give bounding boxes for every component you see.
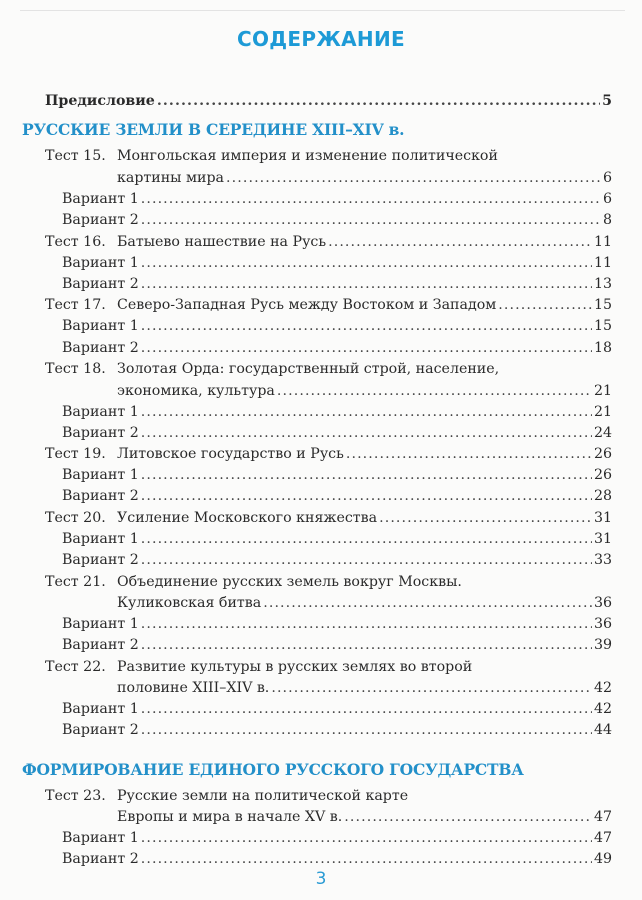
- toc-page-number: 39: [593, 637, 612, 653]
- leader-dots: [141, 486, 592, 506]
- toc-entry-variant[interactable]: [62, 635, 612, 655]
- leader-dots: [141, 402, 592, 422]
- toc-entry-test-19[interactable]: [45, 444, 612, 464]
- toc-page-number: 21: [593, 383, 612, 399]
- leader-dots: [157, 91, 600, 111]
- toc-entry-variant[interactable]: [62, 274, 612, 294]
- header-rule: [20, 10, 625, 11]
- toc-entry-test-23[interactable]: [117, 807, 612, 827]
- test-number: Тест 18.: [45, 361, 106, 377]
- leader-dots: [141, 849, 592, 869]
- toc-entry-test-15[interactable]: [117, 168, 612, 188]
- toc-entry-variant[interactable]: [62, 210, 612, 230]
- test-number: Тест 21.: [45, 574, 106, 590]
- test-title: Объединение русских земель вокруг Москвы.: [117, 574, 462, 590]
- toc-page-number: 18: [593, 340, 612, 356]
- toc-entry-variant[interactable]: [62, 316, 612, 336]
- toc-entry-variant[interactable]: [62, 486, 612, 506]
- toc-entry-variant[interactable]: [62, 402, 612, 422]
- toc-page-number: 36: [593, 616, 612, 632]
- toc-entry-variant[interactable]: [62, 189, 612, 209]
- toc-entry-variant[interactable]: [62, 849, 612, 869]
- leader-dots: [328, 232, 592, 252]
- variant-label: Вариант 2: [62, 425, 139, 441]
- toc-page-number: 33: [593, 552, 612, 568]
- variant-label: Вариант 2: [62, 552, 139, 568]
- toc-page-number: 47: [593, 830, 612, 846]
- variant-label: Вариант 1: [62, 191, 139, 207]
- test-title-cont: половине XIII–XIV в.: [117, 680, 270, 696]
- leader-dots: [141, 189, 601, 209]
- toc-page-number: 6: [602, 191, 612, 207]
- toc-entry-preface[interactable]: [45, 91, 612, 111]
- leader-dots: [141, 699, 592, 719]
- toc-entry-variant[interactable]: [62, 465, 612, 485]
- toc-page-number: 44: [593, 722, 612, 738]
- leader-dots: [141, 828, 592, 848]
- toc-entry-variant[interactable]: [62, 529, 612, 549]
- toc-entry-test-23-line1[interactable]: [45, 786, 408, 806]
- leader-dots: [141, 316, 592, 336]
- page-title: СОДЕРЖАНИЕ: [237, 27, 405, 51]
- test-title: Золотая Орда: государственный строй, население,: [117, 361, 500, 377]
- variant-label: Вариант 1: [62, 531, 139, 547]
- toc-page-number: 5: [602, 93, 612, 109]
- toc-entry-test-18[interactable]: [117, 381, 612, 401]
- section-heading: ФОРМИРОВАНИЕ ЕДИНОГО РУССКОГО ГОСУДАРСТВА: [22, 760, 524, 779]
- toc-entry-variant[interactable]: [62, 253, 612, 273]
- toc-page-number: 28: [593, 488, 612, 504]
- leader-dots: [263, 593, 592, 613]
- toc-entry-test-20[interactable]: [45, 508, 612, 528]
- variant-label: Вариант 2: [62, 340, 139, 356]
- variant-label: Вариант 1: [62, 616, 139, 632]
- toc-page-number: 42: [593, 680, 612, 696]
- test-number: Тест 15.: [45, 148, 106, 164]
- leader-dots: [141, 529, 592, 549]
- toc-entry-test-18-line1[interactable]: [45, 359, 499, 379]
- variant-label: Вариант 1: [62, 255, 139, 271]
- toc-entry-test-22[interactable]: [117, 678, 612, 698]
- leader-dots: [141, 338, 592, 358]
- variant-label: Вариант 1: [62, 318, 139, 334]
- leader-dots: [141, 614, 592, 634]
- test-title: Батыево нашествие на Русь: [117, 234, 327, 250]
- toc-entry-test-21[interactable]: [117, 593, 612, 613]
- toc-page-number: 26: [593, 467, 612, 483]
- toc-page-number: 42: [593, 701, 612, 717]
- toc-page-number: 13: [593, 276, 612, 292]
- leader-dots: [141, 253, 592, 273]
- leader-dots: [141, 210, 601, 230]
- test-title-cont: картины мира: [117, 170, 225, 186]
- leader-dots: [271, 678, 592, 698]
- toc-page-number: 24: [593, 425, 612, 441]
- toc-entry-test-17[interactable]: [45, 295, 612, 315]
- leader-dots: [141, 635, 592, 655]
- leader-dots: [498, 295, 592, 315]
- toc-entry-variant[interactable]: [62, 338, 612, 358]
- toc-page-number: 11: [593, 255, 612, 271]
- leader-dots: [226, 168, 601, 188]
- toc-entry-variant[interactable]: [62, 699, 612, 719]
- test-number: Тест 19.: [45, 446, 106, 462]
- toc-entry-label: Предисловие: [45, 93, 155, 109]
- test-title: Усиление Московского княжества: [117, 510, 378, 526]
- toc-entry-variant[interactable]: [62, 828, 612, 848]
- test-title: Русские земли на политической карте: [117, 788, 409, 804]
- toc-page-number: 21: [593, 404, 612, 420]
- variant-label: Вариант 2: [62, 488, 139, 504]
- test-title-cont: экономика, культура: [117, 383, 275, 399]
- test-number: Тест 16.: [45, 234, 106, 250]
- test-number: Тест 23.: [45, 788, 106, 804]
- test-title: Литовское государство и Русь: [117, 446, 344, 462]
- toc-page-number: 26: [593, 446, 612, 462]
- leader-dots: [141, 274, 592, 294]
- test-number: Тест 20.: [45, 510, 106, 526]
- toc-entry-test-21-line1[interactable]: [45, 572, 462, 592]
- toc-entry-variant[interactable]: [62, 423, 612, 443]
- toc-page-number: 49: [593, 851, 612, 867]
- leader-dots: [141, 720, 592, 740]
- test-number: Тест 17.: [45, 297, 106, 313]
- leader-dots: [379, 508, 592, 528]
- toc-page-number: 31: [593, 531, 612, 547]
- variant-label: Вариант 2: [62, 276, 139, 292]
- toc-entry-variant[interactable]: [62, 550, 612, 570]
- test-title: Развитие культуры в русских землях во второй: [117, 659, 473, 675]
- variant-label: Вариант 2: [62, 212, 139, 228]
- variant-label: Вариант 2: [62, 637, 139, 653]
- section-heading: РУССКИЕ ЗЕМЛИ В СЕРЕДИНЕ XIII–XIV в.: [22, 120, 405, 139]
- leader-dots: [344, 807, 592, 827]
- leader-dots: [141, 550, 592, 570]
- toc-page-number: 8: [602, 212, 612, 228]
- toc-entry-variant[interactable]: [62, 614, 612, 634]
- test-title-cont: Европы и мира в начале XV в.: [117, 809, 343, 825]
- toc-page-number: 31: [593, 510, 612, 526]
- page-number: 3: [315, 869, 327, 889]
- toc-page-number: 47: [593, 809, 612, 825]
- toc-entry-test-16[interactable]: [45, 232, 612, 252]
- leader-dots: [141, 423, 592, 443]
- test-title: Монгольская империя и изменение политической: [117, 148, 498, 164]
- variant-label: Вариант 1: [62, 701, 139, 717]
- toc-page-number: 11: [593, 234, 612, 250]
- variant-label: Вариант 1: [62, 830, 139, 846]
- toc-entry-test-22-line1[interactable]: [45, 657, 472, 677]
- leader-dots: [277, 381, 592, 401]
- leader-dots: [346, 444, 592, 464]
- toc-page-number: 36: [593, 595, 612, 611]
- variant-label: Вариант 2: [62, 851, 139, 867]
- test-number: Тест 22.: [45, 659, 106, 675]
- toc-entry-test-15-line1[interactable]: [45, 146, 498, 166]
- test-title: Северо-Западная Русь между Востоком и Западом: [117, 297, 497, 313]
- variant-label: Вариант 1: [62, 404, 139, 420]
- variant-label: Вариант 1: [62, 467, 139, 483]
- toc-page-number: 6: [602, 170, 612, 186]
- variant-label: Вариант 2: [62, 722, 139, 738]
- toc-page-number: 15: [593, 297, 612, 313]
- toc-page-number: 15: [593, 318, 612, 334]
- toc-entry-variant[interactable]: [62, 720, 612, 740]
- leader-dots: [141, 465, 592, 485]
- test-title-cont: Куликовская битва: [117, 595, 262, 611]
